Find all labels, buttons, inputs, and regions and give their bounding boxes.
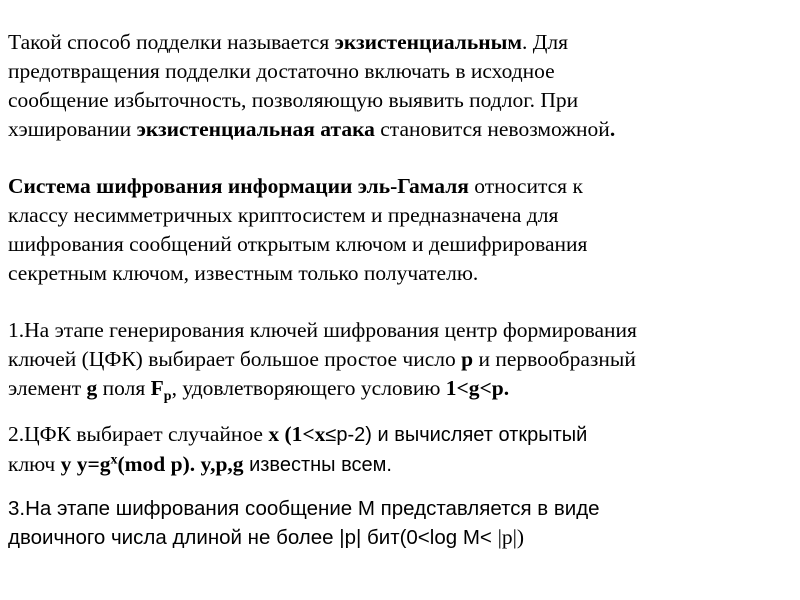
text-run: поля	[97, 376, 151, 400]
paragraph-step-1	[8, 316, 792, 403]
text-line	[8, 345, 792, 374]
text-run: . Для	[522, 30, 569, 54]
text-run: F	[150, 376, 164, 400]
text-run: , удовлетворяющего условию	[171, 376, 446, 400]
text-line	[8, 420, 792, 450]
text-run: хэшировании	[8, 117, 137, 141]
text-line	[8, 28, 792, 57]
condition-x: 1<x	[291, 422, 326, 446]
text-run: становится невозможной	[374, 117, 610, 141]
text-run: и первообразный	[473, 347, 636, 371]
text-run: элемент	[8, 376, 87, 400]
text-line: шифрования сообщений открытым ключом и дешифрирования	[8, 232, 588, 256]
text-line	[8, 523, 792, 552]
text-run: двоичного числа длиной не более |p| бит(0<log M<	[8, 526, 498, 549]
text-run: (mod p). y,p,g	[117, 452, 244, 476]
variable-p: p	[461, 347, 474, 371]
text-run: известны всем.	[243, 454, 392, 476]
text-run: y y=g	[60, 452, 111, 476]
formula-y	[61, 452, 244, 476]
text-run: ≤p-2) и вычисляет открытый	[325, 424, 588, 446]
text-run: Такой способ подделки называется	[8, 30, 335, 54]
text-run: 2.ЦФК выбирает случайное	[8, 422, 269, 446]
text-run: |p|)	[497, 525, 525, 549]
field-fp	[150, 376, 172, 404]
variable-x: x	[268, 422, 280, 446]
text-run: ключей (ЦФК) выбирает большое простое число	[8, 347, 462, 371]
paragraph-elgamal	[8, 172, 792, 288]
text-run: ключ	[8, 452, 61, 476]
text-line: секретным ключом, известным только получателю.	[8, 261, 479, 285]
paragraph-step-2	[8, 420, 792, 480]
text-line: классу несимметричных криптосистем и предназначена для	[8, 203, 559, 227]
text-line	[8, 172, 792, 201]
paragraph-step-3	[8, 494, 792, 552]
text-line	[8, 115, 792, 144]
text-line: 3.На этапе шифрования сообщение M представляется в виде	[8, 497, 600, 520]
text-run: .	[609, 117, 616, 141]
term-elgamal-system: Система шифрования информации эль-Гамаля	[8, 174, 469, 198]
text-line: предотвращения подделки достаточно включать в исходное	[8, 59, 555, 83]
term-existential: экзистенциальным	[334, 30, 523, 54]
term-existential-attack: экзистенциальная атака	[136, 117, 375, 141]
superscript-x: x	[110, 452, 118, 468]
text-line	[8, 450, 792, 480]
condition-g: 1<g<p.	[445, 376, 510, 400]
subscript-p: p	[163, 388, 172, 404]
text-run: относится к	[468, 174, 583, 198]
text-run: (	[279, 422, 292, 446]
text-line	[8, 374, 792, 403]
paragraph-forgery	[8, 28, 792, 144]
text-line: сообщение избыточность, позволяющую выявить подлог. При	[8, 88, 579, 112]
variable-g: g	[86, 376, 98, 400]
text-line: 1.На этапе генерирования ключей шифрования центр формирования	[8, 318, 637, 342]
